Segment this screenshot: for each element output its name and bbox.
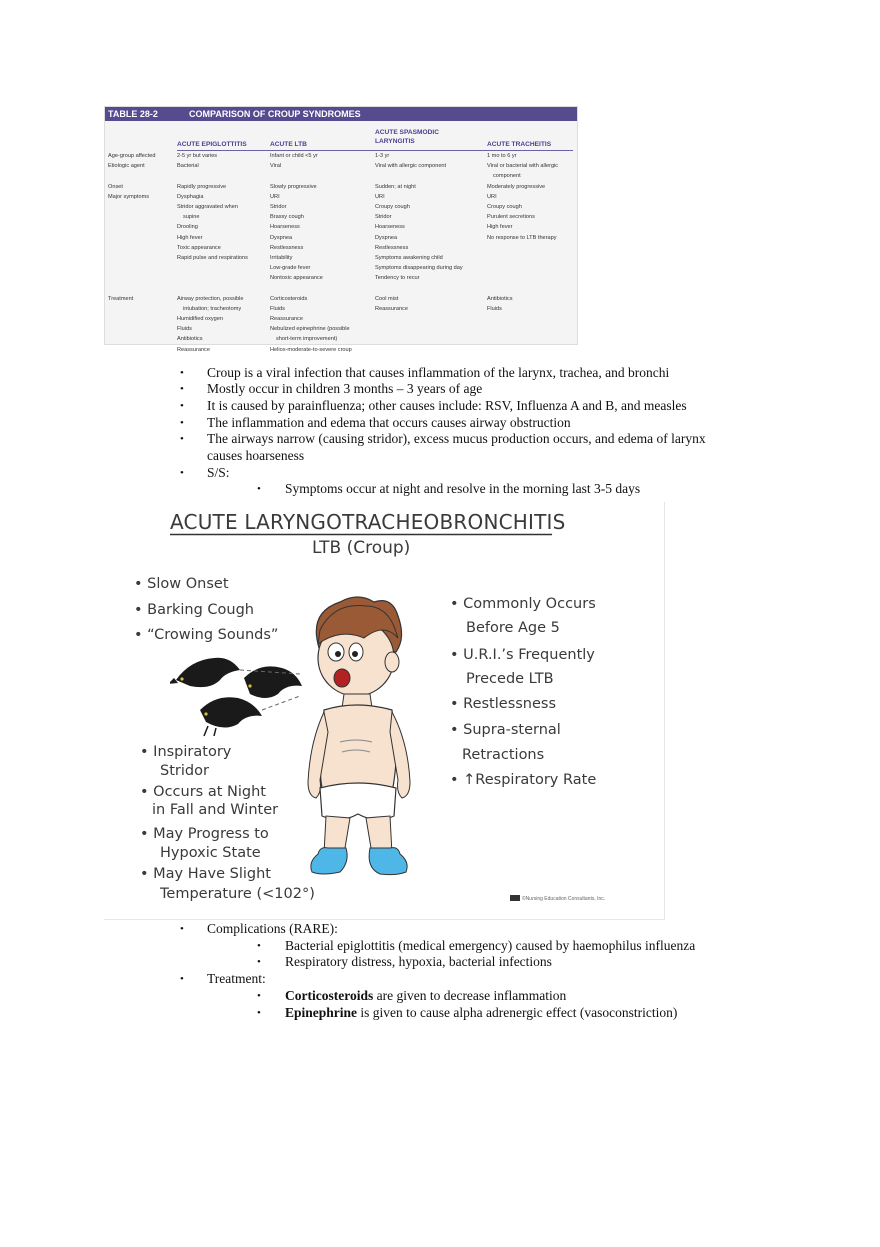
sign-respiratory-rate: • ↑Respiratory Rate bbox=[450, 772, 597, 788]
sign-occurs-at-night: • Occurs at Night bbox=[140, 784, 266, 800]
sign-crowing-sounds: • “Crowing Sounds” bbox=[134, 627, 279, 643]
table-cell: Hoarseness bbox=[375, 224, 405, 231]
bullet-item: Mostly occur in children 3 months – 3 years of age bbox=[207, 381, 483, 396]
table-cell: Heliox-moderate-to-severe croup bbox=[270, 346, 352, 353]
bullet-marker: • bbox=[180, 923, 184, 935]
table-cell: Slowly progressive bbox=[270, 183, 317, 190]
sign-supra-sternal: • Supra-sternal bbox=[450, 722, 561, 738]
table-cell: Viral or bacterial with allergic bbox=[487, 163, 559, 170]
sign-may-progress: • May Progress to bbox=[140, 826, 269, 842]
sub-bullet-item: Symptoms occur at night and resolve in the morning last 3-5 days bbox=[285, 481, 641, 496]
table-cell: Antibiotics bbox=[177, 336, 203, 343]
table-cell: Infant or child <5 yr bbox=[270, 153, 318, 159]
complication-item: Respiratory distress, hypoxia, bacterial infections bbox=[285, 954, 552, 969]
crow-1 bbox=[176, 658, 240, 687]
table-cell: Restlessness bbox=[375, 244, 409, 251]
sub-bullet-marker: • bbox=[257, 956, 261, 968]
table-cell: Stridor bbox=[270, 203, 287, 210]
table-cell: Etiologic agent bbox=[108, 163, 145, 170]
treatment-item-epinephrine bbox=[285, 1005, 677, 1021]
col-head-epiglottitis: ACUTE EPIGLOTTITIS bbox=[177, 141, 247, 148]
table-cell bbox=[108, 222, 155, 232]
table-cell: URI bbox=[487, 193, 497, 200]
table-cell: Cool mist bbox=[375, 295, 399, 302]
table-cell bbox=[487, 253, 558, 263]
sign-inspiratory: • Inspiratory bbox=[140, 744, 232, 760]
table-cell bbox=[108, 253, 155, 263]
ltb-croup-illustration bbox=[104, 502, 665, 920]
sign-precede-ltb: Precede LTB bbox=[466, 671, 554, 687]
publisher-logo bbox=[510, 895, 520, 901]
spasmodic-column bbox=[375, 151, 463, 314]
bullet-item: It is caused by parainfluenza; other causes include: RSV, Influenza A and B, and measles bbox=[207, 398, 687, 413]
bullet-marker: • bbox=[180, 400, 184, 412]
bullet-item: The airways narrow (causing stridor), excess mucus production occurs, and edema of larynx bbox=[207, 431, 706, 446]
table-cell: Bacterial bbox=[177, 163, 199, 170]
crow-2 bbox=[244, 666, 302, 698]
table-cell: Fluids bbox=[487, 305, 502, 312]
table-cell bbox=[177, 273, 248, 283]
table-title: COMPARISON OF CROUP SYNDROMES bbox=[189, 109, 361, 119]
table-cell: Major symptoms bbox=[108, 193, 150, 200]
table-cell: Drooling bbox=[177, 224, 198, 231]
table-cell: Reassurance bbox=[270, 316, 303, 322]
sub-bullet-marker: • bbox=[257, 990, 261, 1002]
table-cell: intubation; tracheotomy bbox=[183, 305, 242, 312]
illustration-subtitle: LTB (Croup) bbox=[312, 538, 411, 558]
table-cell: Antibiotics bbox=[487, 295, 513, 302]
table-cell: Nontoxic appearance bbox=[270, 275, 323, 282]
sign-slight-temp: • May Have Slight bbox=[140, 866, 271, 882]
bullet-item-continuation: causes hoarseness bbox=[207, 448, 305, 463]
table-cell: Fluids bbox=[270, 305, 285, 312]
table-cell: 2-5 yr but varies bbox=[177, 153, 218, 159]
table-cell bbox=[375, 283, 463, 293]
sign-temperature: Temperature (<102°) bbox=[160, 886, 315, 902]
table-cell bbox=[108, 243, 155, 253]
col-head-ltb: ACUTE LTB bbox=[270, 141, 307, 148]
table-cell: Symptoms awakening child bbox=[375, 254, 443, 261]
sign-barking-cough: • Barking Cough bbox=[134, 602, 254, 618]
row-labels-column bbox=[108, 151, 155, 304]
sign-restlessness: • Restlessness bbox=[450, 696, 557, 712]
col-head-tracheitis: ACUTE TRACHEITIS bbox=[487, 141, 552, 148]
epiglottitis-column bbox=[177, 151, 248, 355]
drug-purpose: is given to cause alpha adrenergic effect (vasoconstriction) bbox=[357, 1005, 678, 1020]
table-cell bbox=[375, 171, 463, 181]
treatment-item-corticosteroids bbox=[285, 988, 566, 1004]
table-cell: Treatment bbox=[108, 295, 134, 302]
table-cell: Low-grade fever bbox=[270, 265, 311, 272]
table-cell: Stridor bbox=[375, 214, 392, 221]
drug-name: Corticosteroids bbox=[285, 988, 374, 1003]
table-cell bbox=[487, 273, 558, 283]
table-cell: Dyspnea bbox=[375, 234, 398, 241]
bullet-item-ss: S/S: bbox=[207, 465, 230, 480]
title-underline bbox=[170, 533, 552, 536]
table-cell: Fluids bbox=[177, 326, 192, 333]
table-cell bbox=[177, 171, 248, 181]
table-cell bbox=[487, 263, 558, 273]
bullet-marker: • bbox=[180, 383, 184, 395]
table-cell: High fever bbox=[177, 234, 203, 241]
table-cell bbox=[108, 233, 155, 243]
sign-uri-frequently: • U.R.I.’s Frequently bbox=[450, 647, 595, 663]
table-cell: Humidified oxygen bbox=[177, 316, 224, 322]
table-cell: Moderately progressive bbox=[487, 183, 546, 190]
table-cell: Dysphagia bbox=[177, 193, 204, 200]
child-with-croup-picture bbox=[300, 592, 440, 882]
table-cell bbox=[270, 283, 352, 293]
bullet-marker: • bbox=[180, 367, 184, 379]
table-cell: Tendency to recur bbox=[375, 275, 420, 282]
bullet-marker: • bbox=[180, 467, 184, 479]
table-cell bbox=[108, 202, 155, 212]
table-cell: Age-group affected bbox=[108, 153, 156, 159]
bullet-marker: • bbox=[180, 433, 184, 445]
table-cell: Reassurance bbox=[177, 346, 210, 353]
table-cell: Croupy cough bbox=[487, 203, 522, 210]
ltb-column bbox=[270, 151, 352, 355]
table-cell bbox=[108, 283, 155, 293]
table-cell: 1 mo to 6 yr bbox=[487, 153, 517, 159]
table-cell: Rapidly progressive bbox=[177, 183, 227, 190]
table-cell: Rapid pulse and respirations bbox=[177, 254, 248, 261]
table-cell: Restlessness bbox=[270, 244, 304, 251]
table-cell: supine bbox=[183, 214, 200, 221]
drug-purpose: are given to decrease inflammation bbox=[373, 988, 567, 1003]
table-cell: URI bbox=[375, 193, 385, 200]
illustration-title: ACUTE LARYNGOTRACHEOBRONCHITIS bbox=[170, 510, 566, 534]
complication-item: Bacterial epiglottitis (medical emergency) caused by haemophilus influenza bbox=[285, 938, 696, 953]
table-cell: Dyspnea bbox=[270, 234, 293, 241]
table-cell: Brassy cough bbox=[270, 214, 304, 221]
table-cell bbox=[108, 263, 155, 273]
table-cell: Irritability bbox=[270, 254, 293, 261]
table-header-bar bbox=[105, 107, 577, 121]
bullet-item: The inflammation and edema that occurs causes airway obstruction bbox=[207, 415, 571, 430]
sign-hypoxic-state: Hypoxic State bbox=[160, 845, 261, 861]
table-cell: URI bbox=[270, 193, 280, 200]
table-cell: Nebulized epinephrine (possible bbox=[270, 326, 350, 333]
table-cell bbox=[177, 263, 248, 273]
sign-before-age-5: Before Age 5 bbox=[466, 620, 560, 636]
table-cell: No response to LTB therapy bbox=[487, 234, 557, 241]
table-cell: Purulent secretions bbox=[487, 214, 535, 221]
bullet-item: Croup is a viral infection that causes inflammation of the larynx, trachea, and bronchi bbox=[207, 365, 670, 380]
table-cell: component bbox=[493, 173, 521, 180]
table-cell bbox=[108, 273, 155, 283]
sub-bullet-marker: • bbox=[257, 1007, 261, 1019]
crow-birds-picture bbox=[170, 650, 310, 740]
table-cell: Corticosteroids bbox=[270, 295, 308, 302]
table-number: TABLE 28-2 bbox=[108, 109, 158, 119]
table-cell: Hoarseness bbox=[270, 224, 300, 231]
table-cell: 1-3 yr bbox=[375, 153, 390, 159]
table-cell bbox=[108, 212, 155, 222]
crow-3 bbox=[200, 697, 262, 727]
tracheitis-column bbox=[487, 151, 558, 314]
table-cell bbox=[487, 243, 558, 253]
table-cell bbox=[177, 283, 248, 293]
table-cell: Viral bbox=[270, 163, 282, 170]
sign-retractions: Retractions bbox=[462, 747, 545, 763]
croup-comparison-table bbox=[104, 106, 578, 353]
table-cell: Sudden; at night bbox=[375, 183, 416, 190]
sign-commonly-occurs: • Commonly Occurs bbox=[450, 596, 596, 612]
sign-stridor: Stridor bbox=[160, 763, 209, 779]
sign-fall-winter: in Fall and Winter bbox=[152, 802, 279, 818]
drug-name: Epinephrine bbox=[285, 1005, 358, 1020]
table-cell: short-term improvement) bbox=[276, 336, 338, 343]
table-cell: Stridor aggravated when bbox=[177, 203, 238, 210]
bullet-marker: • bbox=[180, 973, 184, 985]
col-head-spasmodic: ACUTE SPASMODIC LARYNGITIS bbox=[375, 129, 439, 145]
table-cell: Airway protection, possible bbox=[177, 295, 244, 302]
table-cell: Reassurance bbox=[375, 305, 408, 312]
table-cell: High fever bbox=[487, 224, 513, 231]
table-cell bbox=[487, 283, 558, 293]
table-cell: Toxic appearance bbox=[177, 244, 221, 251]
table-cell bbox=[108, 171, 155, 181]
sub-bullet-marker: • bbox=[257, 483, 261, 495]
treatment-label: Treatment: bbox=[207, 971, 266, 986]
illustration-credit: ©Nursing Education Consultants, Inc. bbox=[522, 896, 606, 902]
table-cell: Croupy cough bbox=[375, 203, 410, 210]
bullet-marker: • bbox=[180, 417, 184, 429]
sub-bullet-marker: • bbox=[257, 940, 261, 952]
table-cell: Symptoms disappearing during day bbox=[375, 265, 463, 272]
table-cell: Viral with allergic component bbox=[375, 163, 447, 170]
table-cell: Onset bbox=[108, 183, 123, 190]
sign-slow-onset: • Slow Onset bbox=[134, 576, 229, 592]
complications-label: Complications (RARE): bbox=[207, 921, 338, 936]
table-cell bbox=[270, 171, 352, 181]
